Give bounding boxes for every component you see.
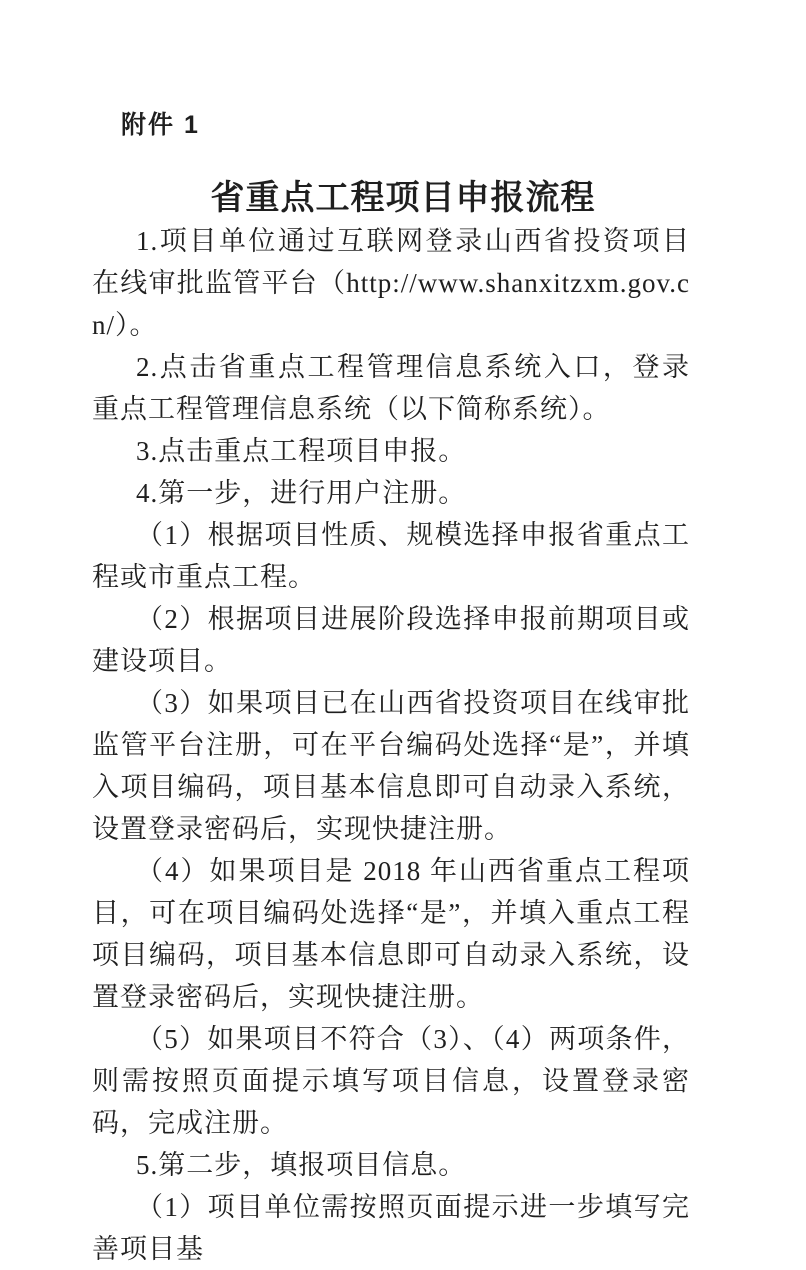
paragraph: 2.点击省重点工程管理信息系统入口，登录重点工程管理信息系统（以下简称系统）。	[92, 352, 690, 424]
paragraph: 3.点击重点工程项目申报。	[136, 436, 467, 466]
paragraph: （5）如果项目不符合（3）、（4）两项条件，则需按照页面提示填写项目信息，设置登录密码，完成注册。	[92, 1024, 690, 1138]
document-body	[92, 220, 690, 1270]
paragraph: （1）根据项目性质、规模选择申报省重点工程或市重点工程。	[92, 520, 690, 592]
paragraph: 4.第一步，进行用户注册。	[136, 478, 467, 508]
paragraph: 1.项目单位通过互联网登录山西省投资项目在线审批监管平台（http://www.shanxitzxm.gov.cn/）。	[92, 226, 690, 340]
paragraph: （4）如果项目是 2018 年山西省重点工程项目，可在项目编码处选择“是”，并填入重点工程项目编码，项目基本信息即可自动录入系统，设置登录密码后，实现快捷注册。	[92, 856, 690, 1012]
attachment-label: 附件 1	[121, 111, 200, 139]
paragraph: （1）项目单位需按照页面提示进一步填写完善项目基	[92, 1192, 690, 1264]
paragraph: （2）根据项目进展阶段选择申报前期项目或建设项目。	[92, 604, 690, 676]
document-title: 省重点工程项目申报流程	[210, 179, 596, 217]
paragraph: （3）如果项目已在山西省投资项目在线审批监管平台注册，可在平台编码处选择“是”，并填入项目编码，项目基本信息即可自动录入系统，设置登录密码后，实现快捷注册。	[92, 688, 690, 844]
paragraph: 5.第二步，填报项目信息。	[136, 1150, 467, 1180]
